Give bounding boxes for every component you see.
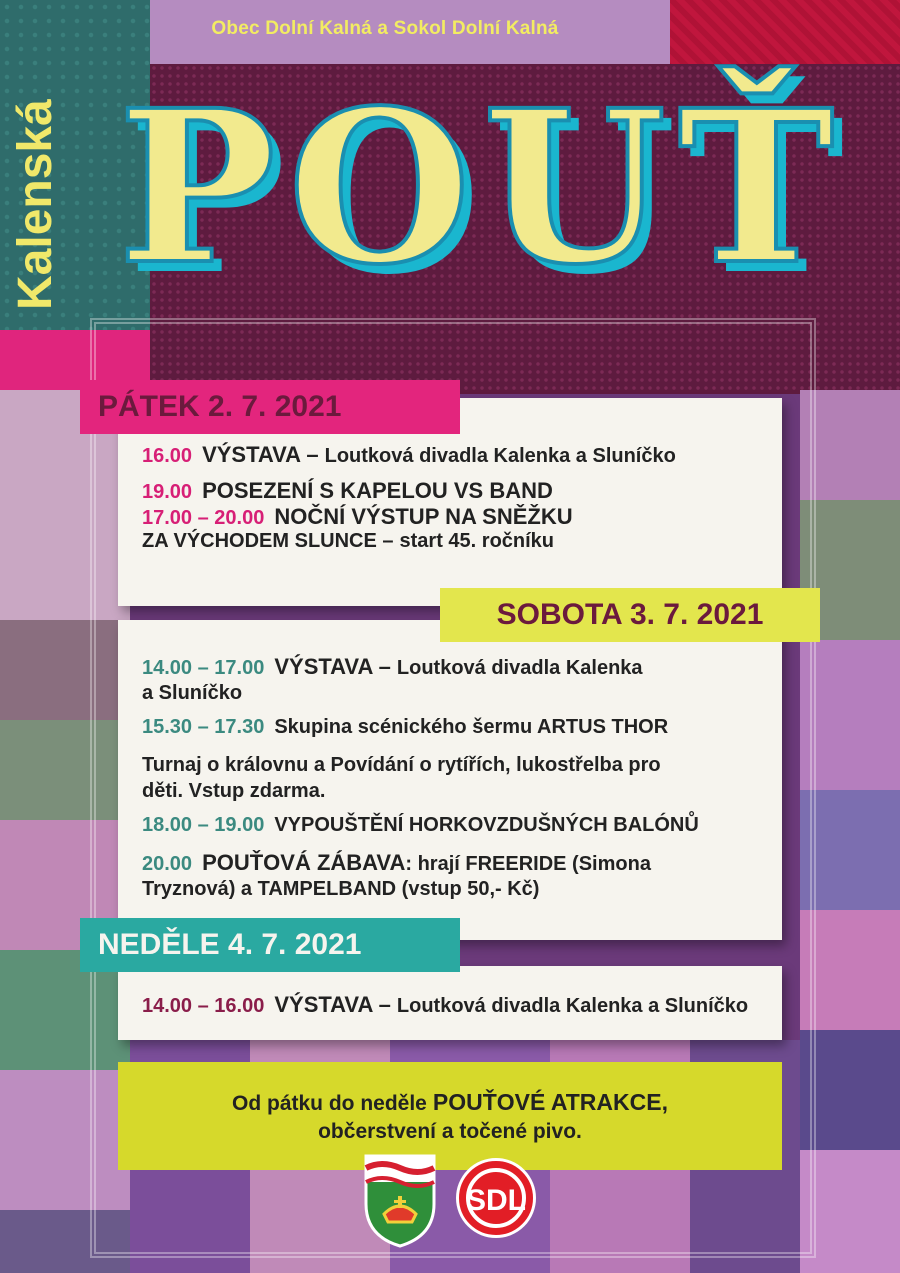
event-desc-cont: start 45. ročníku bbox=[399, 530, 555, 552]
banner-line-2: občerstvení a točené pivo. bbox=[318, 1120, 582, 1143]
event-fri-3 bbox=[142, 504, 579, 530]
event-sat-4 bbox=[142, 850, 651, 876]
banner-bold: POUŤOVÉ ATRAKCE, bbox=[432, 1089, 668, 1115]
event-time: 18.00 – 19.00 bbox=[142, 814, 265, 836]
event-sat-1-line2: a Sluníčko bbox=[142, 682, 243, 704]
event-sat-4-line2: Tryznová) a TAMPELBAND (vstup 50,- Kč) bbox=[142, 878, 540, 900]
event-sat-2 bbox=[142, 716, 674, 739]
event-title: POUŤOVÁ ZÁBAVA bbox=[202, 850, 406, 875]
banner-line-1 bbox=[118, 1062, 782, 1118]
event-title-cont: ZA VÝCHODEM SLUNCE – bbox=[142, 530, 394, 552]
sokol-emblem-icon bbox=[459, 1161, 533, 1235]
main-title bbox=[118, 64, 847, 311]
saturday-tag: SOBOTA 3. 7. 2021 bbox=[440, 588, 820, 642]
event-time: 14.00 – 16.00 bbox=[142, 995, 265, 1017]
event-title: Skupina scénického šermu ARTUS THOR bbox=[274, 716, 669, 738]
sunday-tag: NEDĚLE 4. 7. 2021 bbox=[80, 918, 460, 972]
village-coat-of-arms-icon bbox=[362, 1152, 438, 1248]
event-time: 14.00 – 17.00 bbox=[142, 657, 265, 679]
event-sat-2-line2: Turnaj o královnu a Povídání o rytířích, lukostřelba pro bbox=[142, 754, 661, 776]
event-sat-2-line3: děti. Vstup zdarma. bbox=[142, 780, 326, 802]
event-title: VÝSTAVA – bbox=[202, 442, 319, 467]
event-time: 19.00 bbox=[142, 481, 193, 503]
event-fri-3-line2 bbox=[142, 530, 554, 553]
event-title: POSEZENÍ S KAPELOU VS BAND bbox=[202, 478, 553, 503]
vertical-title: Kalenská bbox=[9, 99, 62, 310]
event-desc: Loutková divadla Kalenka a Sluníčko bbox=[324, 445, 676, 467]
event-title: VÝSTAVA – bbox=[274, 654, 391, 679]
main-title-text: POUŤ bbox=[118, 64, 847, 311]
event-time: 16.00 bbox=[142, 445, 193, 467]
event-sat-1 bbox=[142, 654, 643, 680]
event-title: VYPOUŠTĚNÍ HORKOVZDUŠNÝCH BALÓNŮ bbox=[274, 814, 699, 836]
banner-pre: Od pátku do neděle bbox=[232, 1092, 427, 1115]
event-time: 20.00 bbox=[142, 853, 193, 875]
attractions-banner bbox=[118, 1062, 782, 1170]
sokol-logo-icon bbox=[456, 1158, 536, 1238]
friday-tag: PÁTEK 2. 7. 2021 bbox=[80, 380, 460, 434]
event-time: 15.30 – 17.30 bbox=[142, 716, 265, 738]
event-desc: Loutková divadla Kalenka a Sluníčko bbox=[396, 995, 749, 1017]
event-fri-2 bbox=[142, 478, 559, 504]
organizers: Obec Dolní Kalná a Sokol Dolní Kalná bbox=[211, 18, 559, 39]
event-sat-3 bbox=[142, 814, 705, 837]
event-time: 17.00 – 20.00 bbox=[142, 507, 265, 529]
event-fri-1 bbox=[142, 442, 676, 468]
event-desc: Loutková divadla Kalenka bbox=[396, 657, 643, 679]
event-title: NOČNÍ VÝSTUP NA SNĚŽKU bbox=[274, 504, 573, 529]
event-sun-1 bbox=[142, 992, 748, 1018]
event-desc: : hrají FREERIDE (Simona bbox=[405, 853, 651, 875]
sokol-letters: SDL bbox=[466, 1184, 526, 1217]
event-title: VÝSTAVA – bbox=[274, 992, 391, 1017]
